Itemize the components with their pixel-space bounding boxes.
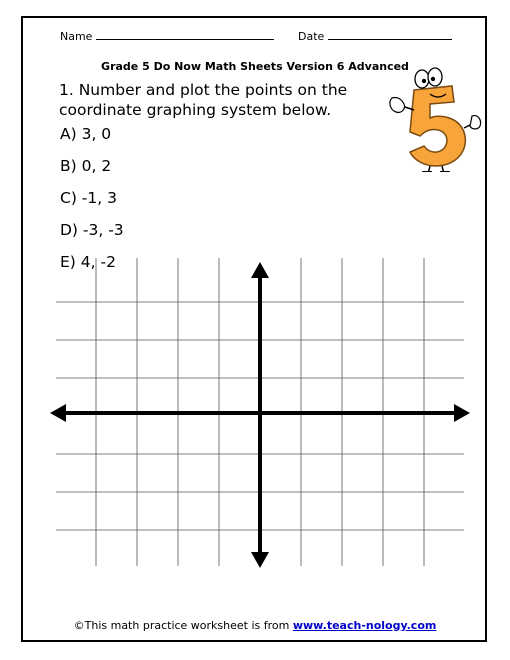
worksheet-title: Grade 5 Do Now Math Sheets Version 6 Advanced [101,60,409,73]
question-text: 1. Number and plot the points on the coordinate graphing system below. [59,81,348,119]
name-field[interactable] [60,30,274,43]
coordinate-grid[interactable] [48,258,472,574]
name-label: Name [60,30,93,43]
answer-e: E) 4, -2 [60,253,116,271]
footer [0,619,510,632]
date-blank[interactable] [328,30,452,40]
footer-text: ©This math practice worksheet is from [73,619,293,632]
answer-d: D) -3, -3 [60,221,124,239]
footer-link[interactable]: www.teach-nology.com [292,619,437,632]
date-label: Date [298,30,325,43]
name-blank[interactable] [96,30,274,40]
date-field[interactable] [298,30,452,43]
number-five-mascot-icon [380,62,482,172]
answer-a: A) 3, 0 [60,125,112,143]
answer-b: B) 0, 2 [60,157,112,175]
answer-c: C) -1, 3 [60,189,117,207]
